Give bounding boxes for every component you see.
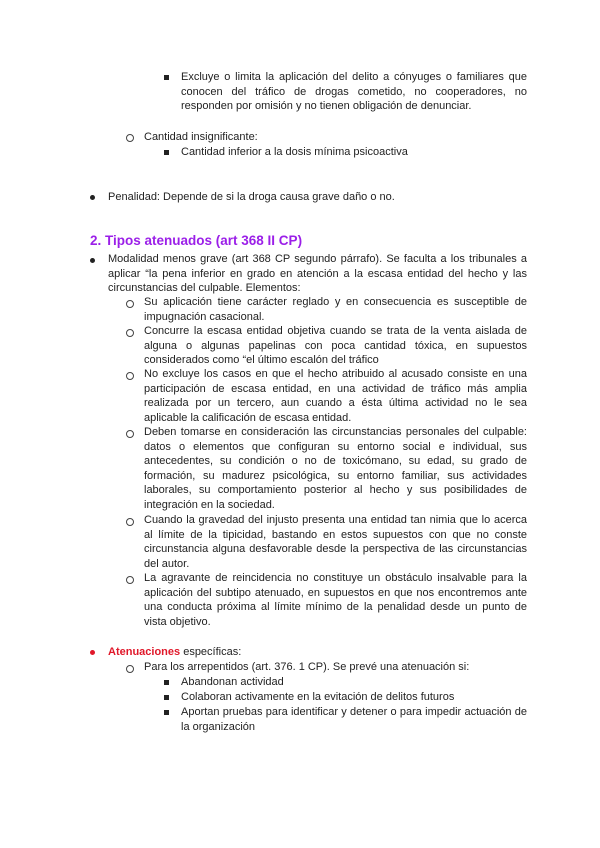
atenuaciones-label: Atenuaciones [108, 646, 181, 658]
element-item: Deben tomarse en consideración las circunstancias personales del culpable: datos o elementos que configuran su entorno social e individual, sus antecedentes, su condición o no de toxicómano, su edad, su grado de formación, su madurez psicológica, su entorno familiar, sus actividades laborales, su comportamiento posterior al hecho y sus posibilidades de integración en la sociedad. [144, 426, 527, 511]
disc-bullet-icon [90, 650, 95, 655]
arrepentidos-text: Para los arrepentidos (art. 376. 1 CP). Se prevé una atenuación si: [144, 661, 470, 673]
excluye-text: Excluye o limita la aplicación del delito a cónyuges o familiares que conocen del tráfico de drogas cometido, no cooperadores, no responden por omisión y no tienen obligación de denunciar. [181, 71, 527, 113]
disc-bullet-icon [90, 195, 95, 200]
atenuaciones-line [108, 645, 528, 660]
element-item: No excluye los casos en que el hecho atribuido al acusado consiste en una participación de escasa entidad, en una actividad de tráfico más amplia realizada por un tercero, aun cuando a ésta última actividad no le sea aplicable la calificación de escasa entidad. [144, 368, 527, 424]
square-bullet-icon [164, 150, 169, 155]
element-item: Su aplicación tiene carácter reglado y en consecuencia es susceptible de impugnación casacional. [144, 296, 527, 323]
square-bullet-icon [164, 695, 169, 700]
penalidad-text: Penalidad: Depende de si la droga causa grave daño o no. [108, 191, 395, 203]
atenuacion-item: Abandonan actividad [181, 676, 284, 688]
circle-bullet-icon [126, 134, 134, 142]
circle-bullet-icon [126, 372, 134, 380]
element-item: Concurre la escasa entidad objetiva cuando se trata de la venta aislada de alguna o algunas papelinas con poca cantidad tóxica, en supuestos considerados como “el último escalón del tráfico [144, 325, 527, 367]
atenuacion-item: Colaboran activamente en la evitación de delitos futuros [181, 691, 455, 703]
atenuaciones-suffix: específicas: [180, 646, 242, 658]
atenuacion-item: Aportan pruebas para identificar y detener o para impedir actuación de la organización [181, 706, 527, 733]
circle-bullet-icon [126, 300, 134, 308]
square-bullet-icon [164, 680, 169, 685]
circle-bullet-icon [126, 329, 134, 337]
element-item: Cuando la gravedad del injusto presenta una entidad tan nimia que lo acerca al límite de la tipicidad, bastando en estos supuestos con que no conste circunstancia alguna desfavorable desde la perspectiva de las circunstancias del autor. [144, 514, 527, 570]
disc-bullet-icon [90, 258, 95, 263]
circle-bullet-icon [126, 576, 134, 584]
circle-bullet-icon [126, 665, 134, 673]
circle-bullet-icon [126, 430, 134, 438]
square-bullet-icon [164, 710, 169, 715]
element-item: La agravante de reincidencia no constituye un obstáculo insalvable para la aplicación del subtipo atenuado, en supuestos en que nos encontremos ante una conducta próxima al límite mínimo de la penalidad desde un punto de vista objetivo. [144, 572, 527, 628]
circle-bullet-icon [126, 518, 134, 526]
section-intro: Modalidad menos grave (art 368 CP segundo párrafo). Se faculta a los tribunales a aplicar “la pena inferior en grado en atención a la escasa entidad del hecho y las circunstancias del culpable. Elementos: [108, 253, 527, 295]
square-bullet-icon [164, 75, 169, 80]
cantidad-item: Cantidad inferior a la dosis mínima psicoactiva [181, 146, 408, 158]
section-heading: 2. Tipos atenuados (art 368 II CP) [90, 233, 303, 248]
cantidad-label: Cantidad insignificante: [144, 131, 258, 143]
